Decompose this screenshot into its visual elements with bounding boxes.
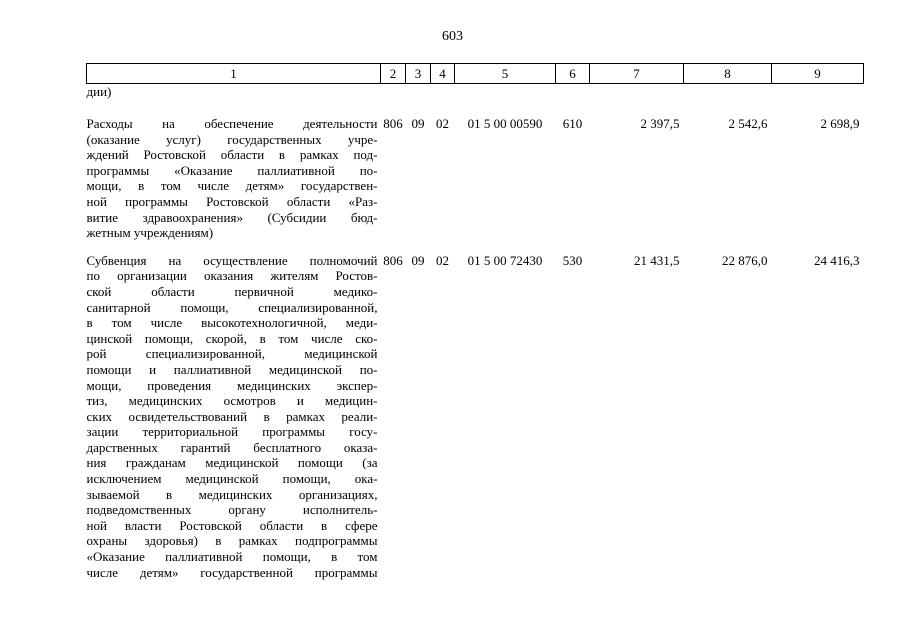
header-row <box>87 64 864 84</box>
table-header <box>87 64 864 84</box>
ministry-code: 806 <box>383 252 403 268</box>
ministry-code: 806 <box>383 116 403 131</box>
row-name-line: витие здравоохранения» (Субсидии бюд- <box>86 209 378 225</box>
target-article-code: 01 5 00 72430 <box>467 252 543 268</box>
sum-year-3: 24 416,3 <box>814 252 860 268</box>
header-col-5: 5 <box>455 64 556 84</box>
row-name-line: ной власти Ростовской области в сфере <box>86 517 378 533</box>
page-number: 603 <box>442 29 463 44</box>
table-row <box>87 102 864 253</box>
row-name-line: исключением медицинской помощи, ока- <box>86 471 378 487</box>
target-article-code: 01 5 00 00590 <box>467 116 543 131</box>
sum-year-1: 21 431,5 <box>634 252 680 268</box>
section-code: 09 <box>411 116 425 131</box>
row-name-line: тиз, медицинских осмотров и медицин- <box>86 393 378 409</box>
row-name-line: Субвенция на осуществление полномочий <box>86 252 378 268</box>
continuation-text-line: дии) <box>86 84 112 99</box>
header-col-7: 7 <box>590 64 684 84</box>
row-name-line: помощи и паллиативной медицинской по- <box>86 361 378 377</box>
row-name <box>87 253 381 580</box>
header-col-8: 8 <box>684 64 772 84</box>
row-name-line: в том числе высокотехнологичной, меди- <box>86 315 378 331</box>
header-col-1: 1 <box>87 64 381 84</box>
header-col-6: 6 <box>556 64 590 84</box>
row-name-line: «Оказание паллиативной помощи, в том <box>86 549 378 565</box>
budget-table <box>86 63 864 580</box>
row-name-line: (оказание услуг) государственных учре- <box>86 131 378 147</box>
row-name-line: Расходы на обеспечение деятельности <box>86 116 378 131</box>
sum-year-2: 2 542,6 <box>728 116 768 131</box>
row-name-line: цинской помощи, скорой, в том числе ско- <box>86 330 378 346</box>
subsection-code: 02 <box>436 252 449 268</box>
row-name-line: числе детям» государственной программы <box>86 564 378 580</box>
table-row <box>87 253 864 580</box>
row-name-line: мощи, проведения медицинских экспер- <box>86 377 378 393</box>
row-name-line: ния гражданам медицинской помощи (за <box>86 455 378 471</box>
row-name-line: мощи, в том числе детям» государствен- <box>86 178 378 194</box>
row-name-line: ной программы Ростовской области «Раз- <box>86 193 378 209</box>
row-name-line: ских освидетельствований в рамках реали- <box>86 408 378 424</box>
row-name-line: по организации оказания жителям Ростов- <box>86 268 378 284</box>
row-name-line: программы «Оказание паллиативной по- <box>86 162 378 178</box>
row-name-line: ждений Ростовской области в рамках под- <box>86 147 378 163</box>
header-col-4: 4 <box>431 64 455 84</box>
subsection-code: 02 <box>436 116 449 131</box>
expense-type-code: 610 <box>562 116 583 131</box>
row-name-line: рой специализированной, медицинской <box>86 346 378 362</box>
header-col-2: 2 <box>381 64 406 84</box>
sum-year-1: 2 397,5 <box>640 116 680 131</box>
row-name-line: подведомственных органу исполнитель- <box>86 502 378 518</box>
section-code: 09 <box>411 252 425 268</box>
row-name-line: зации территориальной программы госу- <box>86 424 378 440</box>
row-name-line: дарственных гарантий бесплатного оказа- <box>86 439 378 455</box>
continuation-text <box>87 84 381 103</box>
row-name-line: ской области первичной медико- <box>86 283 378 299</box>
expense-type-code: 530 <box>562 252 583 268</box>
row-name-line: санитарной помощи, специализированной, <box>86 299 378 315</box>
row-name-line: охраны здоровья) в рамках подпрограммы <box>86 533 378 549</box>
header-col-9: 9 <box>772 64 864 84</box>
header-col-3: 3 <box>406 64 431 84</box>
table-body <box>87 84 864 581</box>
sum-year-2: 22 876,0 <box>722 252 768 268</box>
sum-year-3: 2 698,9 <box>820 116 860 131</box>
row-name <box>87 102 381 253</box>
continuation-row <box>87 84 864 103</box>
row-name-line: зываемой в медицинских организациях, <box>86 486 378 502</box>
row-name-line: жетным учреждениям) <box>86 225 214 241</box>
